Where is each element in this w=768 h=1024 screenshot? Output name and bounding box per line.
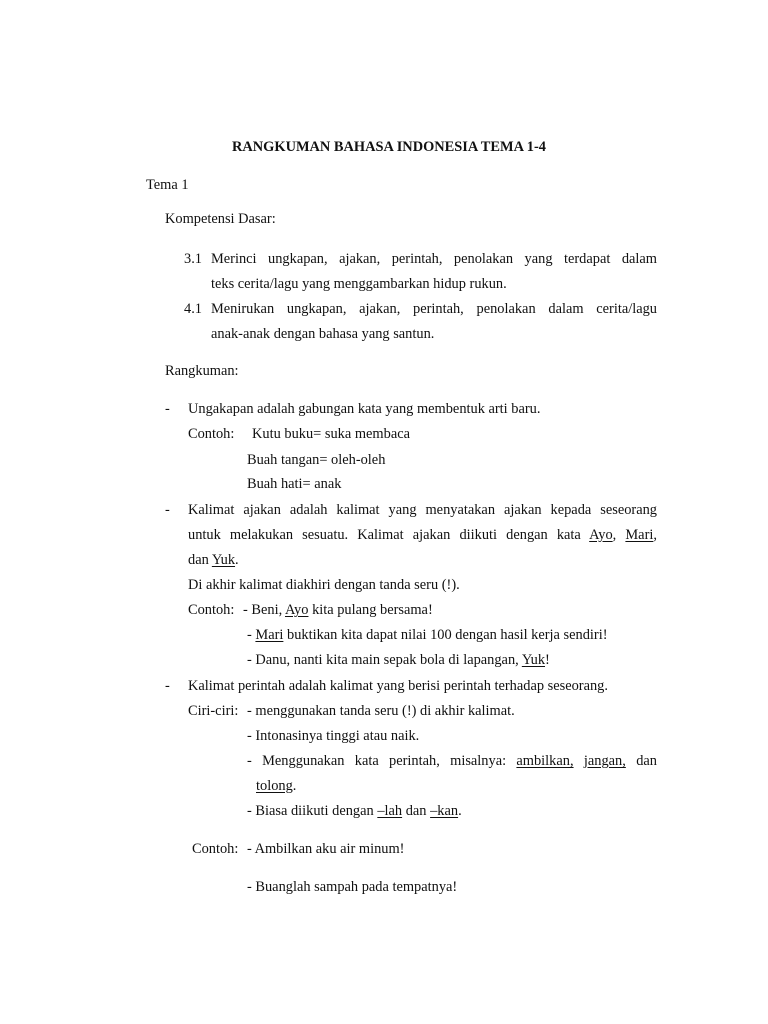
- keyword-tolong: tolong: [256, 778, 293, 794]
- ajakan-example: [247, 651, 550, 669]
- kd-text-line: teks cerita/lagu yang menggambarkan hidup rukun.: [211, 276, 507, 292]
- rangkuman-heading: Rangkuman:: [165, 363, 239, 379]
- contoh-label: Contoh:: [188, 426, 235, 442]
- suffix-kan: –kan: [430, 803, 459, 819]
- ungkapan-example: Kutu buku= suka membaca: [252, 426, 410, 442]
- example-text: - Beni,: [243, 602, 283, 618]
- contoh-label: Contoh:: [192, 841, 239, 857]
- ajakan-line-text: untuk melakukan sesuatu. Kalimat ajakan diikuti dengan kata: [188, 527, 581, 543]
- example-text: kita pulang bersama!: [312, 602, 433, 618]
- ciri-item: - Intonasinya tinggi atau naik.: [247, 728, 420, 744]
- tema-heading: Tema 1: [146, 177, 189, 193]
- ajakan-definition-line: Kalimat ajakan adalah kalimat yang menyatakan ajakan kepada seseorang: [188, 502, 657, 518]
- ajakan-definition-line: [188, 551, 239, 569]
- kd-number: 4.1: [184, 301, 202, 317]
- kompetensi-dasar-heading: Kompetensi Dasar:: [165, 211, 276, 227]
- keyword-mari: Mari: [625, 527, 654, 543]
- ciri-ciri-label: Ciri-ciri:: [188, 703, 239, 719]
- example-text: buktikan kita dapat nilai 100 dengan hasil kerja sendiri!: [287, 627, 608, 643]
- example-text: - Danu, nanti kita main sepak bola di lapangan,: [247, 652, 519, 668]
- ajakan-example: [247, 626, 608, 644]
- perintah-example: - Ambilkan aku air minum!: [247, 841, 405, 857]
- ajakan-line-text: dan: [188, 552, 209, 568]
- ajakan-note: Di akhir kalimat diakhiri dengan tanda seru (!).: [188, 577, 460, 593]
- ungkapan-definition: Ungakapan adalah gabungan kata yang membentuk arti baru.: [188, 401, 541, 417]
- perintah-definition: Kalimat perintah adalah kalimat yang berisi perintah terhadap seseorang.: [188, 678, 608, 694]
- ungkapan-example: Buah tangan= oleh-oleh: [247, 452, 386, 468]
- ajakan-example: [243, 601, 433, 619]
- ciri-item: [247, 752, 657, 770]
- comma: ,: [612, 527, 617, 543]
- period: .: [458, 803, 462, 819]
- kd-text-line: anak-anak dengan bahasa yang santun.: [211, 326, 435, 342]
- contoh-label: Contoh:: [188, 602, 235, 618]
- bullet-dash: -: [165, 678, 170, 694]
- keyword-mari: Mari: [255, 627, 284, 643]
- kd-text-line: Merinci ungkapan, ajakan, perintah, penolakan yang terdapat dalam: [211, 251, 657, 267]
- example-text: !: [545, 652, 550, 668]
- document-title: RANGKUMAN BAHASA INDONESIA TEMA 1-4: [232, 139, 546, 155]
- ajakan-definition-line: [188, 526, 657, 544]
- kd-number: 3.1: [184, 251, 202, 267]
- keyword-jangan: jangan,: [583, 753, 626, 769]
- keyword-ayo: Ayo: [589, 527, 613, 543]
- keyword-ayo: Ayo: [284, 602, 309, 618]
- ciri-item-continued: [256, 777, 296, 795]
- keyword-ambilkan: ambilkan,: [516, 753, 574, 769]
- comma: ,: [653, 527, 657, 543]
- kd-text-line: Menirukan ungkapan, ajakan, perintah, penolakan dalam cerita/lagu: [211, 301, 657, 317]
- period: .: [292, 778, 297, 794]
- keyword-yuk: Yuk: [521, 652, 546, 668]
- ciri-item: [247, 802, 462, 820]
- bullet-dash: -: [165, 401, 170, 417]
- ciri-text: dan: [405, 803, 427, 819]
- ungkapan-example: Buah hati= anak: [247, 476, 342, 492]
- example-text: -: [247, 627, 252, 643]
- ciri-text: - Biasa diikuti dengan: [247, 803, 374, 819]
- keyword-yuk: Yuk: [211, 552, 236, 568]
- suffix-lah: –lah: [377, 803, 403, 819]
- bullet-dash: -: [165, 502, 170, 518]
- ciri-text: - Menggunakan kata perintah, misalnya:: [247, 753, 507, 769]
- perintah-example: - Buanglah sampah pada tempatnya!: [247, 879, 458, 895]
- ciri-item: - menggunakan tanda seru (!) di akhir kalimat.: [247, 703, 515, 719]
- period: .: [235, 552, 239, 568]
- ciri-text: dan: [636, 753, 657, 769]
